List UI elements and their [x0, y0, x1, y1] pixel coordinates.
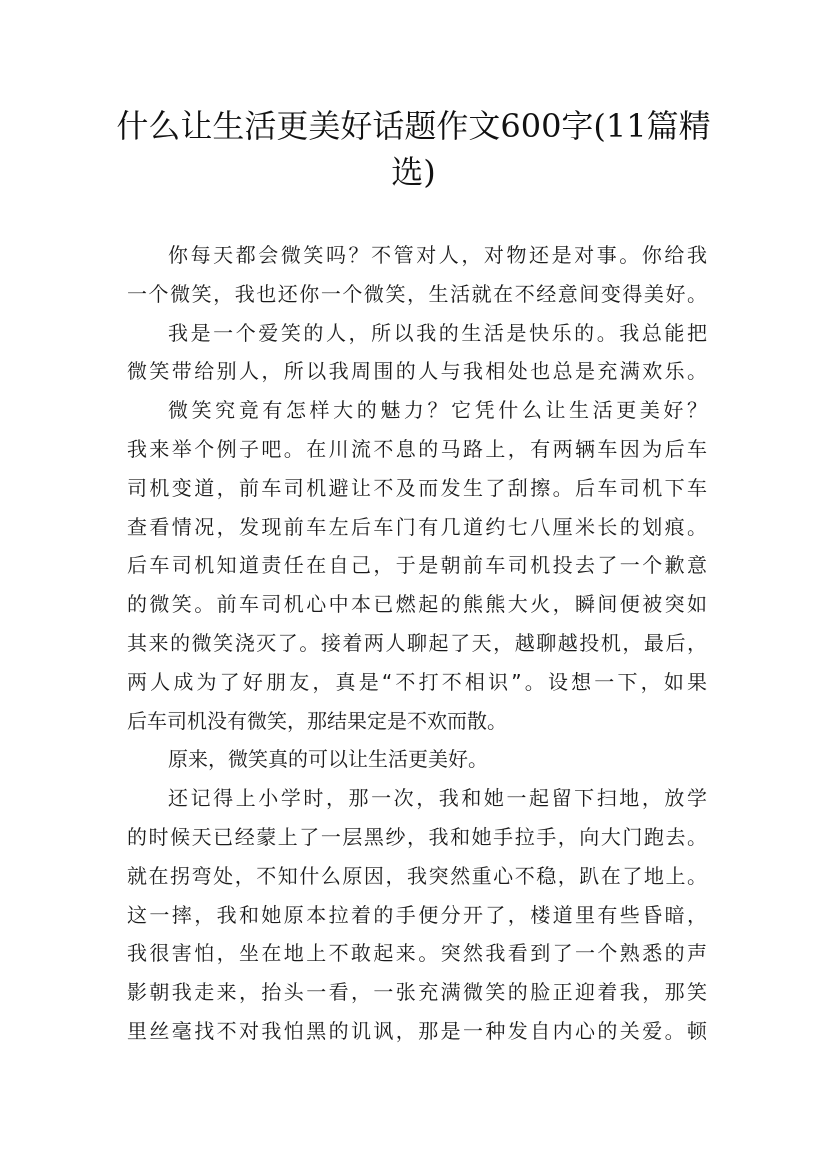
text-line: 司机变道，前车司机避让不及而发生了刮擦。后车司机下车: [127, 475, 707, 500]
text-line: 的时候天已经蒙上了一层黑纱，我和她手拉手，向大门跑去。: [127, 824, 707, 849]
text-line: 后车司机知道责任在自己，于是朝前车司机投去了一个歉意: [127, 553, 707, 578]
text-line: 你每天都会微笑吗？不管对人，对物还是对事。你给我: [168, 243, 707, 267]
text-line: 微笑究竟有怎样大的魅力？它凭什么让生活更美好？: [168, 398, 707, 423]
text-line: 就在拐弯处，不知什么原因，我突然重心不稳，趴在了地上。: [127, 863, 707, 888]
text-line: 我很害怕，坐在地上不敢起来。突然我看到了一个熟悉的声: [127, 941, 707, 966]
title-line-2: 选): [391, 153, 436, 191]
text-line: 查看情况，发现前车左后车门有几道约七八厘米长的划痕。: [127, 514, 707, 539]
text-line: 一个微笑，我也还你一个微笑，生活就在不经意间变得美好。: [127, 281, 707, 306]
text-line: 我是一个爱笑的人，所以我的生活是快乐的。我总能把: [168, 320, 707, 345]
text-line: 两人成为了好朋友，真是“不打不相识”。设想一下，如果: [127, 669, 707, 694]
title-line-1: 什么让生活更美好话题作文600字(11篇精: [116, 107, 711, 145]
text-line: 原来，微笑真的可以让生活更美好。: [168, 747, 488, 772]
text-line: 影朝我走来，抬头一看，一张充满微笑的脸正迎着我，那笑: [127, 980, 707, 1005]
text-line: 微笑带给别人，所以我周围的人与我相处也总是充满欢乐。: [127, 359, 707, 384]
text-line: 里丝毫找不对我怕黑的讥讽，那是一种发自内心的关爱。顿: [127, 1018, 707, 1043]
text-line: 其来的微笑浇灭了。接着两人聊起了天，越聊越投机，最后，: [127, 630, 707, 655]
essay-body: [127, 236, 707, 1051]
text-line: 这一摔，我和她原本拉着的手便分开了，楼道里有些昏暗，: [127, 902, 707, 927]
document-title: [100, 103, 727, 195]
text-line: 后车司机没有微笑，那结果定是不欢而散。: [127, 708, 507, 733]
text-line: 的微笑。前车司机心中本已燃起的熊熊大火，瞬间便被突如: [127, 592, 707, 617]
text-line: 我来举个例子吧。在川流不息的马路上，有两辆车因为后车: [127, 436, 707, 461]
text-line: 还记得上小学时，那一次，我和她一起留下扫地，放学: [168, 786, 707, 811]
